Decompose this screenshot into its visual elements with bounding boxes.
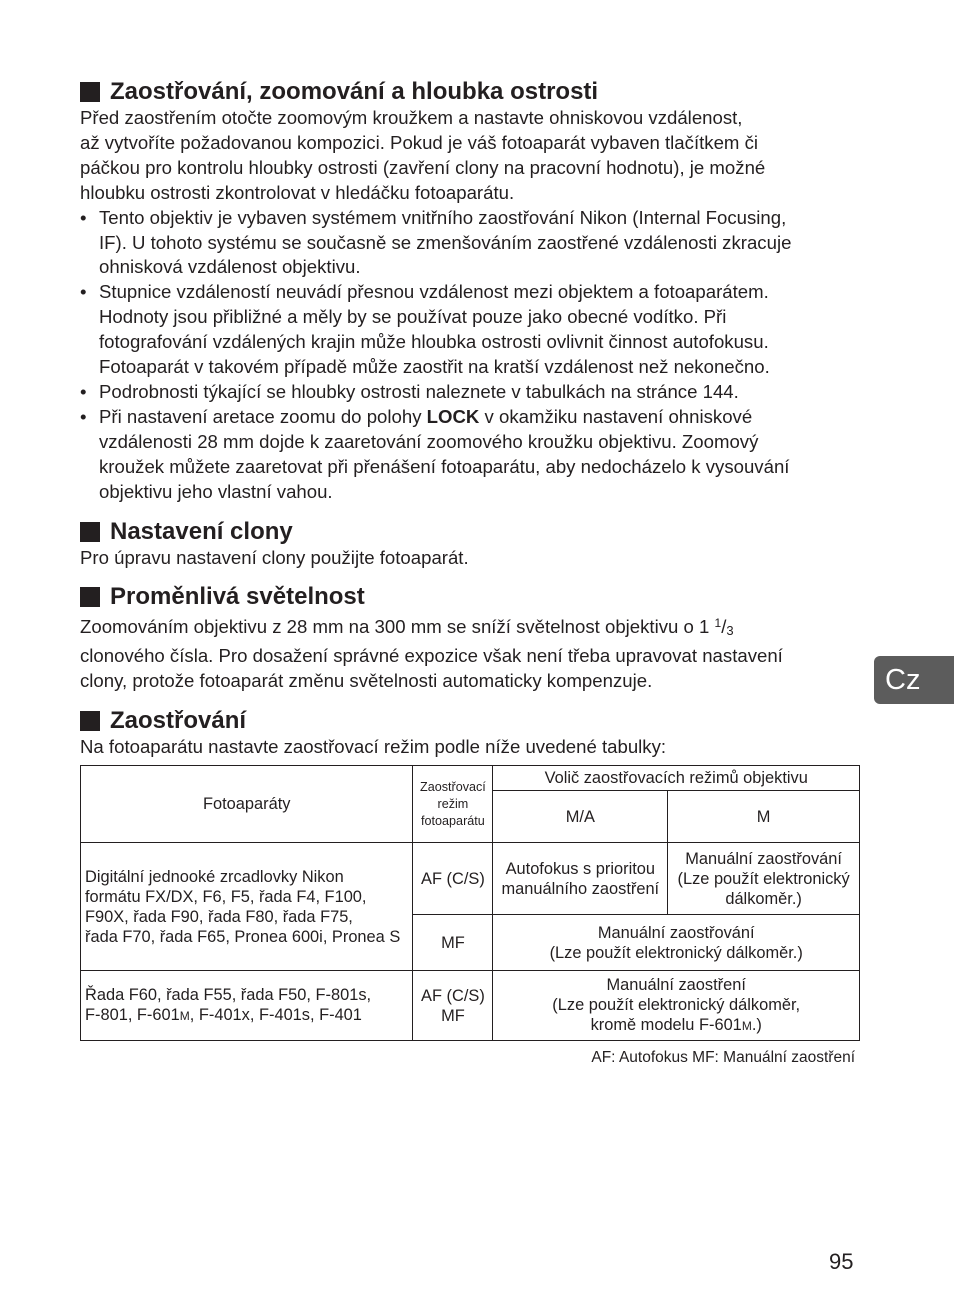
text-line: Řada F60, řada F55, řada F50, F-801s, <box>85 986 372 1005</box>
cell-cameras-group1 <box>81 843 413 971</box>
text-line: formátu FX/DX, F6, F5, řada F4, F100, <box>85 887 367 906</box>
text-line: fotoaparátu <box>421 813 485 828</box>
text-line: Hodnoty jsou přibližné a měly by se používat pouze jako obecné vodítko. Při <box>99 306 727 328</box>
text-line: objektivu jeho vlastní vahou. <box>99 480 333 502</box>
language-tab: Cz <box>874 656 954 704</box>
heading-aperture <box>80 518 860 546</box>
text-line: clony, protože fotoaparát změnu světelnosti automaticky kompenzuje. <box>80 670 653 692</box>
aperture-paragraph: Pro úpravu nastavení clony použijte fotoaparát. <box>80 546 469 568</box>
text-fragment: Zoomováním objektivu z 28 mm na 300 mm se sníží světelnost objektivu o 1 <box>80 616 715 638</box>
list-item <box>80 280 860 380</box>
text-line: páčkou pro kontrolu hloubky ostrosti (zavření clony na pracovní hodnotu), je možné <box>80 156 766 178</box>
heading-text: Nastavení clony <box>110 517 293 545</box>
heading-focusing <box>80 707 860 735</box>
cell-ma-m <box>493 915 860 971</box>
text-line: řada F70, řada F65, Pronea 600i, Pronea S <box>85 927 401 946</box>
text-line: Manuální zaostření <box>606 976 746 995</box>
focus-mode-table <box>80 765 860 1041</box>
text-fragment: v okamžiku nastavení ohniskové <box>479 405 753 427</box>
heading-text: Zaostřování, zoomování a hloubka ostrosti <box>110 78 599 105</box>
heading-square-icon <box>80 522 100 542</box>
text-line: IF). U tohoto systému se současně se zmenšováním zaostřené vzdálenosti zkracuje <box>99 231 792 253</box>
header-m: M <box>668 791 860 843</box>
intro-paragraph <box>80 106 860 206</box>
text-fragment: .) <box>751 1016 762 1035</box>
text-line: Tento objektiv je vybaven systémem vnitřního zaostřování Nikon (Internal Focusing, <box>99 206 787 228</box>
list-item <box>80 380 860 405</box>
text-line: Manuální zaostřování <box>597 923 755 942</box>
list-item <box>80 206 860 281</box>
text-line: clonového čísla. Pro dosažení správné expozice však není třeba upravovat nastavení <box>80 645 783 667</box>
text-fragment: F-801, F-601 <box>85 1006 180 1025</box>
text-line: dálkoměr.) <box>725 889 802 908</box>
small-caps-m: M <box>741 1019 752 1034</box>
text-line: vzdálenosti 28 mm dojde k zaaretování zoomového kroužku objektivu. Zoomový <box>99 430 759 452</box>
header-lens-selector: Volič zaostřovacích režimů objektivu <box>493 766 860 791</box>
heading-square-icon <box>80 82 100 102</box>
page-content <box>80 78 860 1067</box>
text-line: kroužek můžete zaaretovat při přenášení fotoaparátu, aby nedocházelo k vysouvání <box>99 455 790 477</box>
cell-mode <box>413 971 493 1041</box>
text-line: Digitální jednooké zrcadlovky Nikon <box>85 867 344 886</box>
text-line: až vytvoříte požadovanou kompozici. Pokud je váš fotoaparát vybaven tlačítkem či <box>80 131 758 153</box>
text-line: fotografování vzdálených krajin může hloubka ostrosti ovlivnit činnost autofokusu. <box>99 331 769 353</box>
notes-list <box>80 206 860 505</box>
header-camera-focus-mode <box>413 766 493 843</box>
table-row <box>81 766 860 791</box>
page-number: 95 <box>829 1249 854 1274</box>
text-line: F90X, řada F90, řada F80, řada F75, <box>85 907 353 926</box>
text-line: Zaostřovací <box>420 779 486 794</box>
fraction-numerator: 1 <box>714 616 722 631</box>
text-fragment: , F-401x, F-401s, F-401 <box>189 1006 362 1025</box>
cell-m <box>668 843 860 915</box>
table-row <box>81 971 860 1041</box>
text-line: Stupnice vzdáleností neuvádí přesnou vzdálenost mezi objektem a fotoaparátem. <box>99 281 769 303</box>
text-line: ohnisková vzdálenost objektivu. <box>99 256 361 278</box>
heading-text: Zaostřování <box>110 707 247 735</box>
text-line: (Lze použít elektronický <box>677 869 850 888</box>
text-line: Před zaostřením otočte zoomovým kroužkem a nastavte ohniskovou vzdálenost, <box>80 107 743 128</box>
text-line: AF (C/S) <box>421 986 485 1005</box>
focusing-paragraph: Na fotoaparátu nastavte zaostřovací režim podle níže uvedené tabulky: <box>80 736 667 758</box>
text-fragment: Při nastavení aretace zoomu do polohy <box>99 405 427 427</box>
cell-mode: AF (C/S) <box>413 843 493 915</box>
text-line: Autofokus s prioritou <box>505 859 656 878</box>
header-cameras: Fotoaparáty <box>81 766 413 843</box>
lock-label: LOCK <box>426 405 480 427</box>
text-fragment: kromě modelu F-601 <box>590 1016 742 1035</box>
small-caps-m: M <box>179 1009 190 1024</box>
heading-square-icon <box>80 711 100 731</box>
variable-aperture-paragraph <box>80 611 860 694</box>
heading-variable-aperture <box>80 583 860 611</box>
text-line: Fotoaparát v takovém případě může zaostřit na kratší vzdálenost než nekonečno. <box>99 356 770 378</box>
table-legend: AF: Autofokus MF: Manuální zaostření <box>591 1049 855 1067</box>
text-line: Manuální zaostřování <box>685 849 842 868</box>
cell-cameras-group2 <box>81 971 413 1041</box>
text-line: režim <box>437 796 469 811</box>
heading-text: Proměnlivá světelnost <box>110 583 365 611</box>
header-ma: M/A <box>493 791 668 843</box>
table-row <box>81 843 860 915</box>
text-line: MF <box>441 1006 465 1025</box>
list-item <box>80 405 860 505</box>
text-line: (Lze použít elektronický dálkoměr.) <box>549 943 803 962</box>
heading-square-icon <box>80 587 100 607</box>
cell-ma <box>493 843 668 915</box>
text-line: hloubku ostrosti zkontrolovat v hledáčku fotoaparátu. <box>80 181 515 203</box>
cell-mode: MF <box>413 915 493 971</box>
heading-focusing-zoom-depth <box>80 78 860 106</box>
text-line: (Lze použít elektronický dálkoměr, <box>552 996 801 1015</box>
fraction-slash: / <box>721 616 727 638</box>
text-line: manuálního zaostření <box>501 879 660 898</box>
text-line: Podrobnosti týkající se hloubky ostrosti naleznete v tabulkách na stránce 144. <box>99 380 739 402</box>
cell-ma-m <box>493 971 860 1041</box>
fraction-denominator: 3 <box>726 623 734 639</box>
